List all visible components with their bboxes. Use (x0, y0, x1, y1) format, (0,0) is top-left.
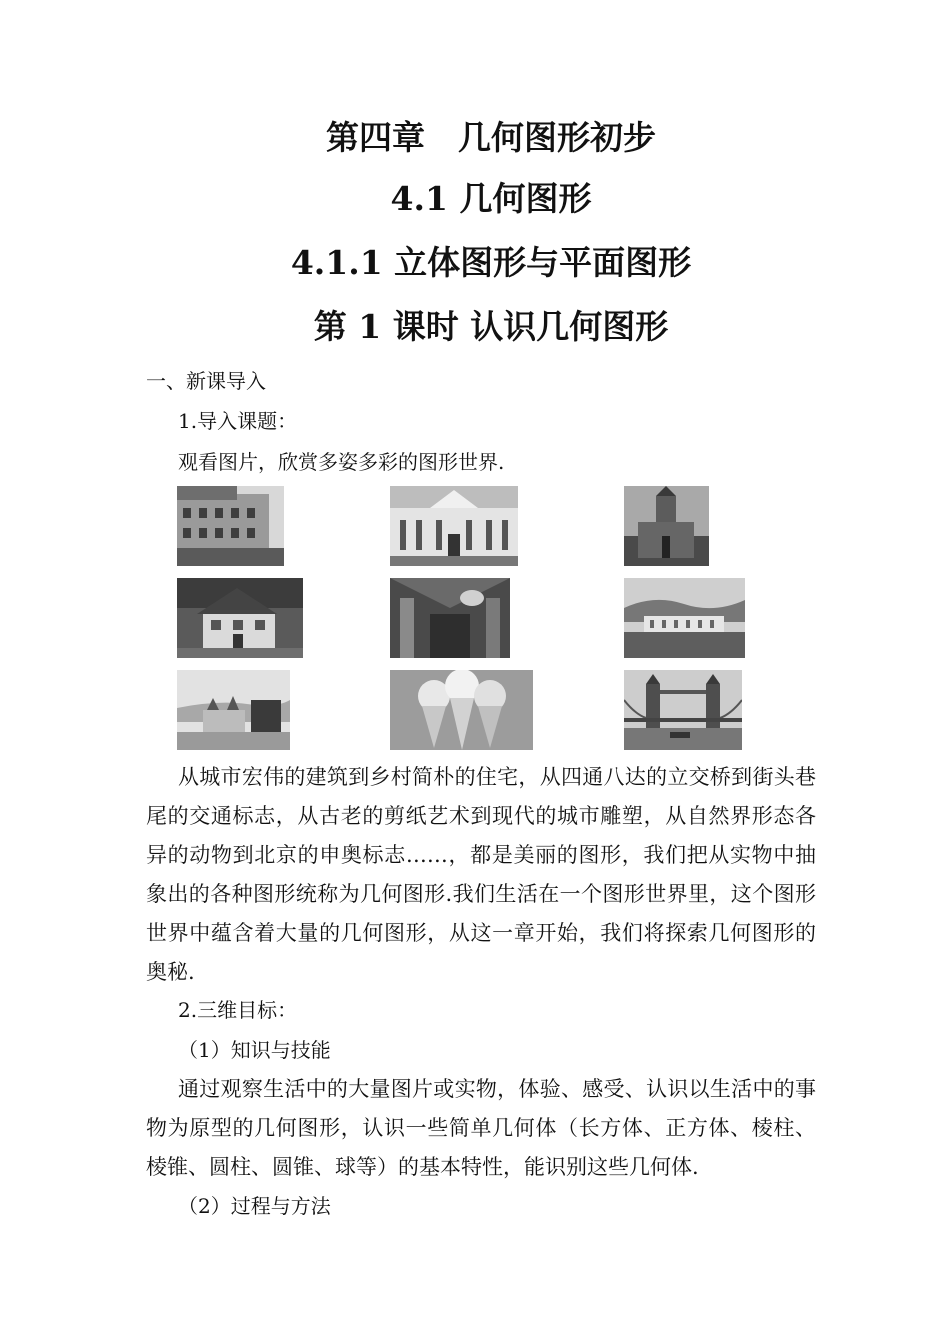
cathedral-photo (390, 486, 518, 566)
intro-paragraph: 从城市宏伟的建筑到乡村简朴的住宅，从四通八达的立交桥到街头巷尾的交通标志，从古老的剪纸艺术到现代的城市雕塑，从自然界形态各异的动物到北京的申奥标志……，都是美丽的图形，我们把从实物中抽象出的各种图形统称为几何图形.我们生活在一个图形世界里，这个图形世界中蕴含着大量的几何图形，从这一章开始，我们将探索几何图形的奥秘. (146, 765, 816, 984)
subitem-knowledge-skills: （1）知识与技能 (178, 1038, 331, 1062)
ice-cream-photo (390, 670, 533, 750)
item-import-topic: 1.导入课题： (178, 409, 298, 433)
item-three-goals: 2.三维目标： (178, 998, 298, 1022)
knowledge-skills-paragraph: 通过观察生活中的大量图片或实物，体验、感受、认识以生活中的事物为原型的几何图形，认识一些简单几何体（长方体、正方体、棱柱、棱锥、圆柱、圆锥、球等）的基本特性，能识别这些几何体. (146, 1077, 816, 1179)
intro-text: 观看图片，欣赏多姿多彩的图形世界. (178, 450, 505, 474)
part-heading: 一、新课导入 (146, 369, 266, 393)
tower-bridge-photo (624, 670, 742, 750)
building-photo (177, 486, 284, 566)
church-photo (624, 486, 709, 566)
chapter-title: 第四章 几何图形初步 (326, 118, 656, 157)
palace-photo (624, 578, 745, 658)
section-title: 4.1 几何图形 (390, 179, 592, 218)
subitem-process-method: （2）过程与方法 (178, 1194, 331, 1218)
interior-photo (390, 578, 510, 658)
lesson-title: 第 1 课时 认识几何图形 (313, 307, 669, 346)
house-photo (177, 578, 303, 658)
subsection-title: 4.1.1 立体图形与平面图形 (290, 243, 692, 282)
castle-photo (177, 670, 290, 750)
